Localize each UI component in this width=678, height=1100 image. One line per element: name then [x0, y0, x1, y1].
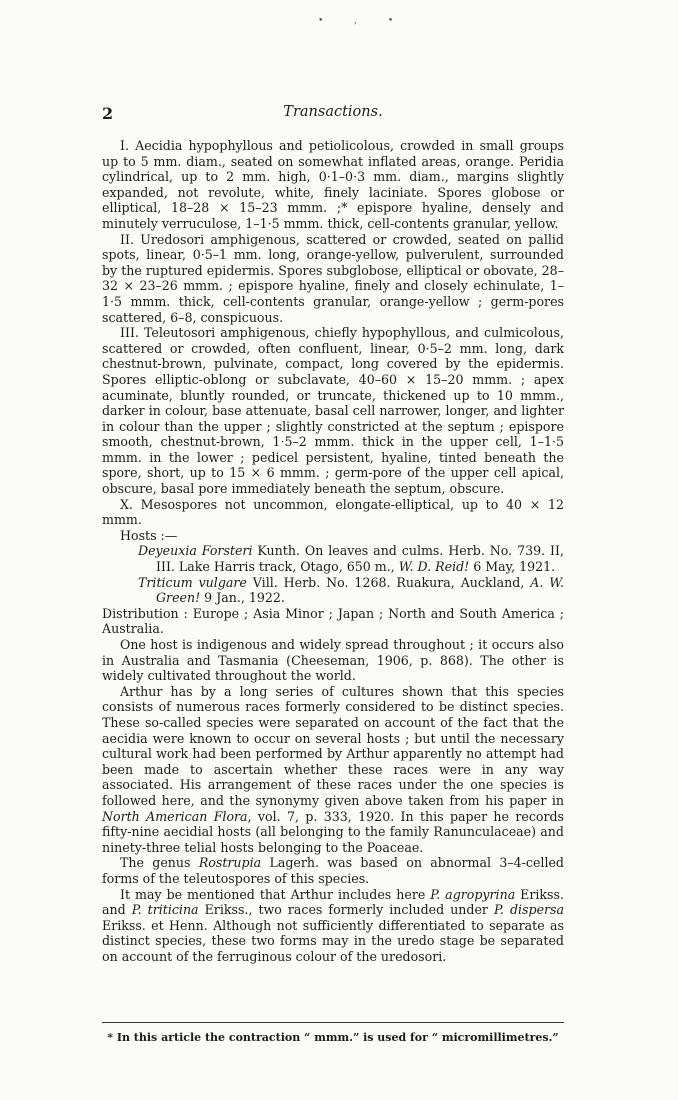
genus-paragraph — [102, 855, 564, 886]
hosts-label: Hosts :— — [120, 527, 178, 543]
genus-name: Rostrupia — [198, 855, 262, 871]
species-name: P. agropyrina — [430, 886, 516, 902]
mention-text: Erikss. and — [102, 886, 564, 918]
mention-text: It may be mentioned that Arthur includes here — [120, 886, 431, 902]
article-body — [102, 138, 564, 964]
arthur-text: , vol. 7, p. 333, 1920. In this paper he records fifty-nine aecidial hosts (all belonging to the family Ranunculaceae) and ninety-three telial hosts belonging to the Poaceae. — [102, 808, 564, 855]
scan-marks: • , • — [318, 16, 408, 26]
host-date: 6 May, 1921. — [469, 559, 556, 575]
species-name: P. dispersa — [494, 902, 565, 918]
host-entry — [102, 575, 564, 606]
distribution-paragraph: Distribution : Europe ; Asia Minor ; Japan ; North and South America ; Australia. — [102, 605, 564, 637]
mention-text: Erikss., two races formerly included under — [198, 902, 494, 918]
species-name: P. triticina — [131, 902, 199, 918]
running-head — [102, 104, 564, 126]
footnote-rule — [102, 1022, 564, 1023]
host-entry — [102, 543, 564, 574]
genus-text: The genus — [120, 855, 199, 871]
host-name: Triticum vulgare — [138, 574, 247, 590]
footnote: * In this article the contraction “ mmm.” is used for “ micromillimetres.” — [107, 1031, 559, 1044]
aecidia-paragraph: I. Aecidia hypophyllous and petiolicolous, crowded in small groups up to 5 mm. diam., seated on somewhat inflated areas, orange. Peridia cylindrical, up to 2 mm. high, 0·1–0·3 mm. diam., margins slightly expanded, not revolute, white, finely laciniate. Spores globose or elliptical, 18–28 × 15–23 mmm. ;* epispore hyaline, densely and minutely verruculose, 1–1·5 mmm. thick, cell-contents granular, yellow. — [102, 138, 564, 231]
mention-paragraph — [102, 887, 564, 965]
host-details: Kunth. On leaves and culms. Herb. No. 739. II, III. Lake Harris track, Otago, 650 m., — [156, 543, 564, 575]
host-collector: W. D. Reid! — [398, 559, 470, 575]
host-details: Vill. Herb. No. 1268. Ruakura, Auckland, — [246, 574, 531, 590]
teleutosori-paragraph: III. Teleutosori amphigenous, chiefly hypophyllous, and culmicolous, scattered or crowded, often confluent, linear, 0·5–2 mm. long, dark chestnut-brown, pulvinate, compact, long covered by the epidermis. Spores elliptic-oblong or subclavate, 40–60 × 15–20 mmm. ; apex acuminate, bluntly rounded, or truncate, thickened up to 10 mmm., darker in colour, base attenuate, basal cell narrower, longer, and lighter in colour than the upper ; slightly constricted at the septum ; epispore smooth, chestnut-brown, 1·5–2 mmm. thick in the upper cell, 1–1·5 mmm. in the lower ; pedicel persistent, hyaline, tinted beneath the spore, short, up to 15 × 6 mmm. ; germ-pore of the upper cell apical, obscure, basal pore immediately beneath the septum, obscure. — [102, 325, 564, 497]
page-number: 2 — [102, 104, 114, 123]
mention-text: Erikss. et Henn. Although not sufficiently differentiated to separate as distinct species, these two forms may in the uredo stage be separated on account of the ferruginous colour of the uredosori. — [102, 917, 564, 964]
uredosori-paragraph: II. Uredosori amphigenous, scattered or crowded, seated on pallid spots, linear, 0·5–1 mm. long, orange-yellow, pulverulent, surrounded by the ruptured epidermis. Spores subglobose, elliptical or obovate, 28–32 × 23–26 mmm. ; epispore hyaline, finely and closely echinulate, 1–1·5 mmm. thick, cell-contents granular, orange-yellow ; germ-pores scattered, 6–8, conspicuous. — [102, 231, 564, 325]
journal-title: Transactions. — [283, 104, 383, 120]
arthur-text: Arthur has by a long series of cultures shown that this species consists of numerous races formerly considered to be distinct species. These so-called species were separated on account of the fact that the aecidia were known to occur on several hosts ; but until the necessary cultural work had been performed by Arthur apparently no attempt had been made to ascertain whether these races were in any way associated. His arrangement of these races under the one species is followed here, and the synonymy given above taken from his paper in — [102, 683, 564, 808]
host-date: 9 Jan., 1922. — [200, 590, 285, 606]
host-name: Deyeuxia Forsteri — [138, 543, 253, 559]
host-collector: A. W. Green! — [156, 574, 564, 606]
genus-text: Lagerh. was based on abnormal 3–4-celled forms of the teleutospores of this species. — [102, 855, 564, 886]
mesospores-paragraph: X. Mesospores not uncommon, elongate-elliptical, up to 40 × 12 mmm. — [102, 496, 564, 528]
arthur-paragraph — [102, 684, 564, 856]
reference-title: North American Flora — [102, 808, 248, 824]
host-paragraph: One host is indigenous and widely spread throughout ; it occurs also in Australia and Tasmania (Cheeseman, 1906, p. 868). The other is widely cultivated throughout the world. — [102, 637, 564, 684]
